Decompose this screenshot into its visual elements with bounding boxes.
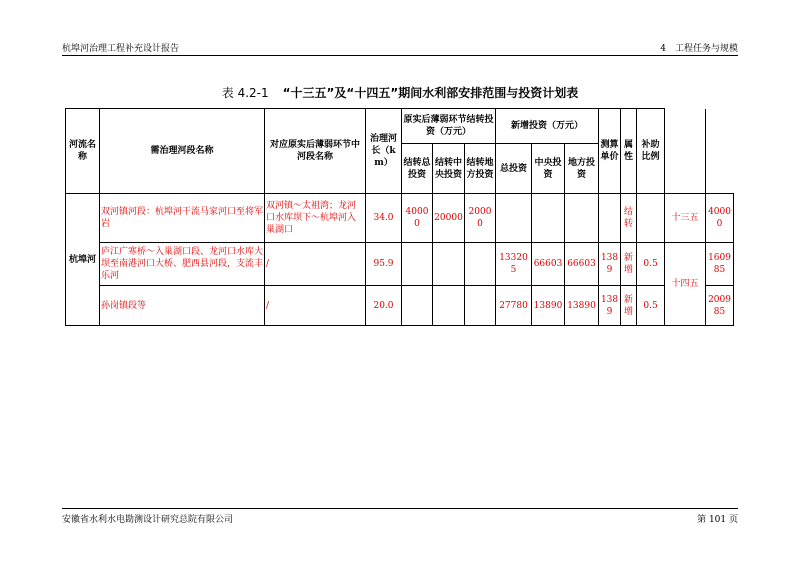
footer-page-number: 第 101 页 — [697, 515, 738, 525]
header-section: 需治理河段名称 — [100, 109, 265, 194]
header-new-local: 地方投资 — [565, 144, 599, 194]
row2-period-value: 160985 — [706, 243, 734, 286]
period-13th: 十三五 — [665, 194, 706, 243]
row1-carry-central: 20000 — [433, 194, 465, 243]
row1-new-total — [496, 194, 532, 243]
table-title — [0, 84, 800, 101]
header-river: 河流名称 — [66, 109, 100, 194]
header-unit-price: 测算单价 — [599, 109, 621, 194]
row3-attribute: 新增 — [621, 286, 637, 326]
row3-unit-price: 1389 — [599, 286, 621, 326]
header-carry-total: 结转总投资 — [402, 144, 433, 194]
row2-new-local: 66603 — [565, 243, 599, 286]
row3-new-local: 13890 — [565, 286, 599, 326]
row2-length: 95.9 — [366, 243, 402, 286]
row3-new-total: 27780 — [496, 286, 532, 326]
row2-carry-local — [465, 243, 496, 286]
row3-subsidy: 0.5 — [637, 286, 665, 326]
row2-subsidy: 0.5 — [637, 243, 665, 286]
header-chapter: 4 工程任务与规模 — [660, 44, 738, 54]
header-new-central: 中央投资 — [532, 144, 565, 194]
footer-company: 安徽省水利水电勘测设计研究总院有限公司 — [62, 515, 234, 525]
table-row — [66, 243, 734, 286]
table-row — [66, 286, 734, 326]
investment-table — [65, 108, 734, 326]
row3-period-value: 200985 — [706, 286, 734, 326]
row1-unit-price — [599, 194, 621, 243]
header-blank-2 — [706, 109, 734, 194]
row2-unit-price: 1389 — [599, 243, 621, 286]
row3-carry-local — [465, 286, 496, 326]
row2-new-total: 133205 — [496, 243, 532, 286]
header-carry-local: 结转地方投资 — [465, 144, 496, 194]
row1-subsidy — [637, 194, 665, 243]
header-carry-central: 结转中央投资 — [433, 144, 465, 194]
header-length: 治理河长（km） — [366, 109, 402, 194]
row1-carry-local: 20000 — [465, 194, 496, 243]
row1-carry-total: 40000 — [402, 194, 433, 243]
row3-new-central: 13890 — [532, 286, 565, 326]
row1-new-central — [532, 194, 565, 243]
row3-carry-central — [433, 286, 465, 326]
header-attribute: 属性 — [621, 109, 637, 194]
header-subsidy: 补助比例 — [637, 109, 665, 194]
row1-length: 34.0 — [366, 194, 402, 243]
row3-carry-total — [402, 286, 433, 326]
row1-attribute: 结转 — [621, 194, 637, 243]
header-new-total: 总投资 — [496, 144, 532, 194]
row1-new-local — [565, 194, 599, 243]
footer-divider — [62, 508, 738, 509]
table-title-text: “十三五”及“十四五”期间水利部安排范围与投资计划表 — [282, 86, 579, 100]
row2-attribute: 新增 — [621, 243, 637, 286]
row1-period-value: 40000 — [706, 194, 734, 243]
row3-corresponding: / — [265, 286, 366, 326]
header-new-group: 新增投资（万元） — [496, 109, 599, 144]
header-corresponding: 对应原实后薄弱环节中河段名称 — [265, 109, 366, 194]
row3-length: 20.0 — [366, 286, 402, 326]
header-doc-title: 杭埠河治理工程补充设计报告 — [62, 44, 180, 54]
header-carry-group: 原实后薄弱环节结转投资（万元） — [402, 109, 496, 144]
row2-carry-central — [433, 243, 465, 286]
river-name: 杭埠河 — [66, 194, 100, 326]
row1-corresponding: 双河镇～太祖湾；龙河口水库坝下～杭埠河入巢湖口 — [265, 194, 366, 243]
table-number: 表 4.2-1 — [221, 86, 269, 100]
header-blank-1 — [665, 109, 706, 194]
row2-new-central: 66603 — [532, 243, 565, 286]
row2-section: 庐江广寒桥～入巢湖口段、龙河口水库大坝至南港河口大桥、肥西县河段，支流丰乐河 — [100, 243, 265, 286]
row2-corresponding: / — [265, 243, 366, 286]
table-row — [66, 194, 734, 243]
row2-carry-total — [402, 243, 433, 286]
period-14th: 十四五 — [665, 243, 706, 326]
row3-section: 孙岗镇段等 — [100, 286, 265, 326]
header-divider — [62, 55, 738, 56]
row1-section: 双河镇河段：杭埠河干流马家河口至将军岩 — [100, 194, 265, 243]
